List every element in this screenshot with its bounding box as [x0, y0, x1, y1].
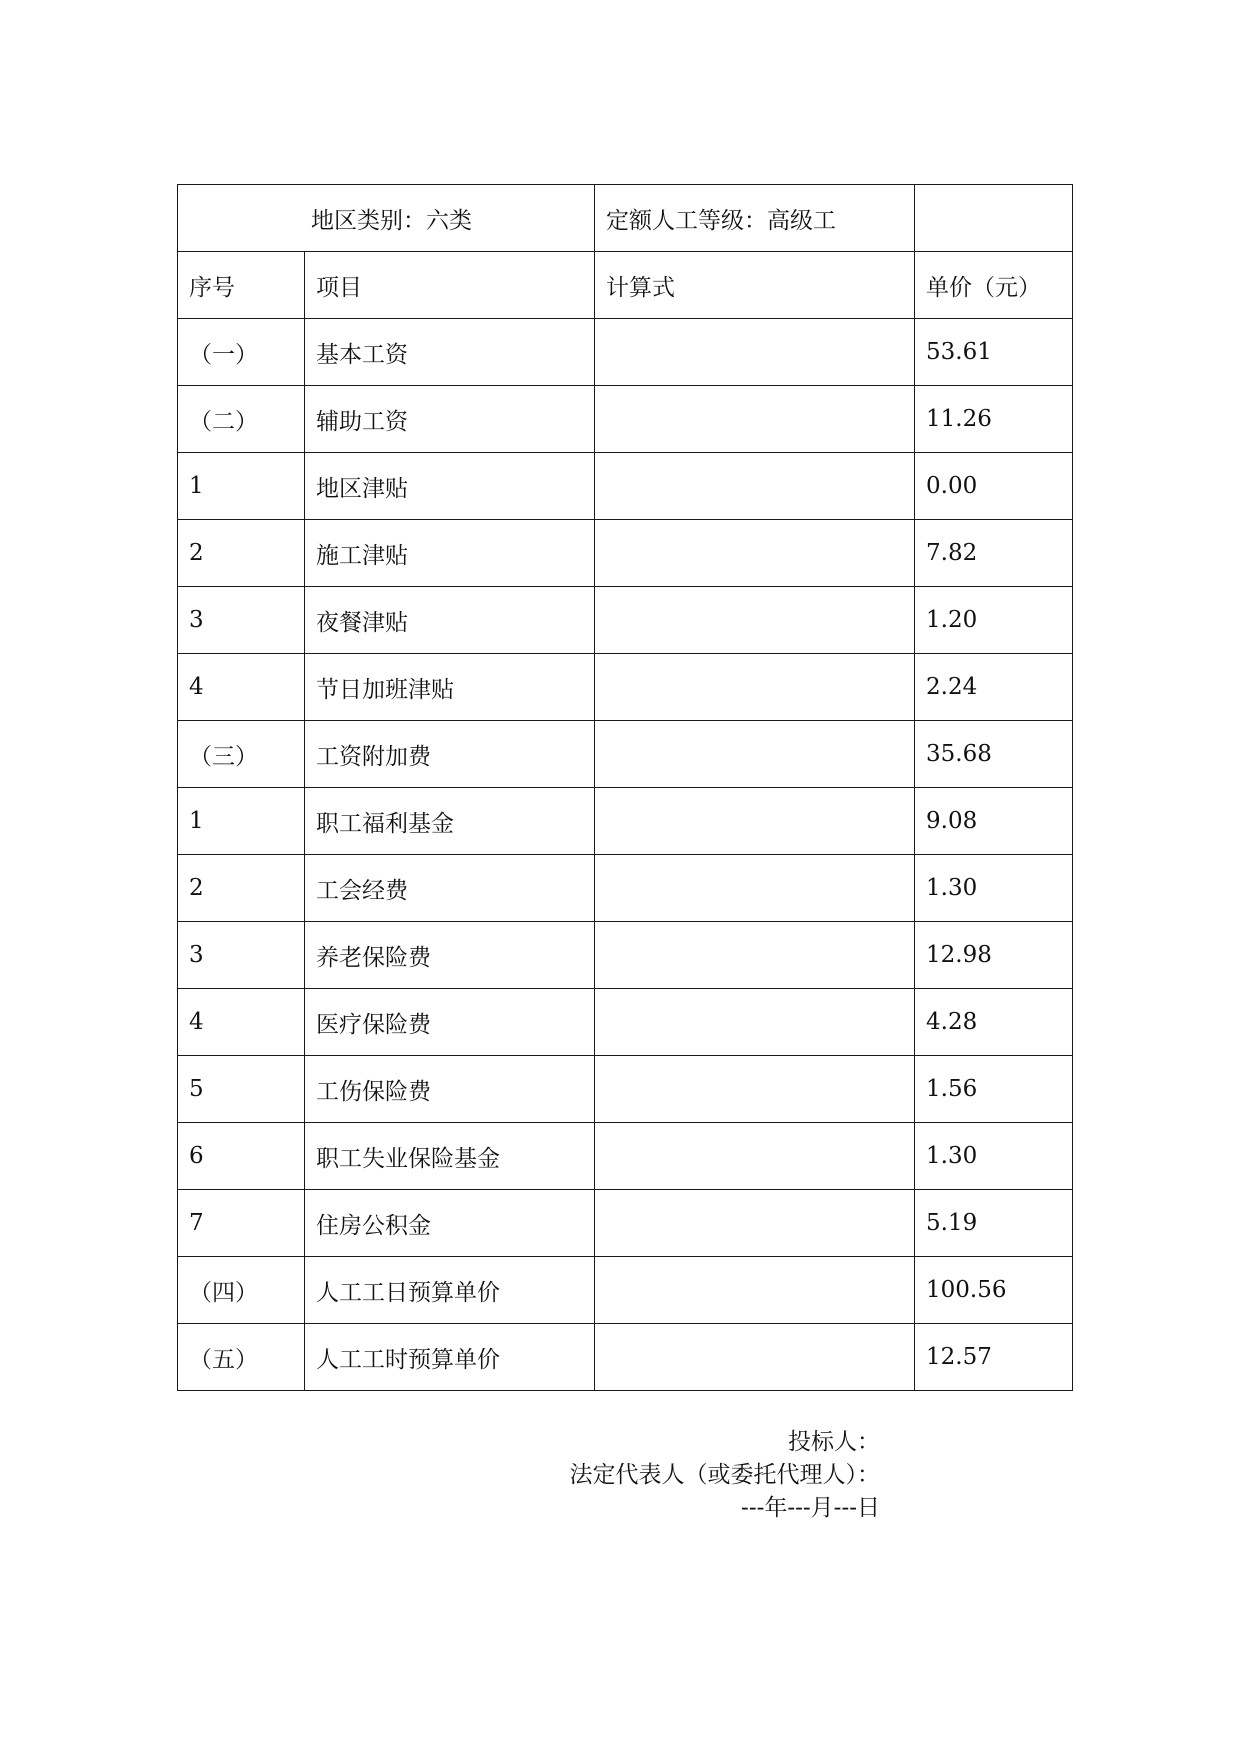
row-number: （一）: [178, 319, 305, 386]
row-price: 0.00: [915, 453, 1073, 520]
row-item: 辅助工资: [305, 386, 595, 453]
row-price: 1.30: [915, 855, 1073, 922]
row-formula: [595, 587, 915, 654]
row-price: 1.56: [915, 1056, 1073, 1123]
row-formula: [595, 654, 915, 721]
row-price: 12.98: [915, 922, 1073, 989]
labor-unit-price-table: [177, 184, 1073, 1391]
row-number: 1: [178, 453, 305, 520]
row-formula: [595, 319, 915, 386]
row-price: 12.57: [915, 1324, 1073, 1391]
row-formula: [595, 1324, 915, 1391]
table-row: [178, 520, 1073, 587]
column-header-price: 单价（元）: [915, 252, 1073, 319]
row-item: 职工失业保险基金: [305, 1123, 595, 1190]
row-price: 35.68: [915, 721, 1073, 788]
row-item: 工会经费: [305, 855, 595, 922]
row-price: 1.20: [915, 587, 1073, 654]
row-formula: [595, 1123, 915, 1190]
row-item: 地区津贴: [305, 453, 595, 520]
row-price: 100.56: [915, 1257, 1073, 1324]
row-item: 医疗保险费: [305, 989, 595, 1056]
row-price: 7.82: [915, 520, 1073, 587]
row-formula: [595, 386, 915, 453]
row-item: 夜餐津贴: [305, 587, 595, 654]
row-formula: [595, 520, 915, 587]
table-row: [178, 989, 1073, 1056]
table-row: [178, 1324, 1073, 1391]
row-item: 人工工时预算单价: [305, 1324, 595, 1391]
table-row: [178, 1123, 1073, 1190]
table-header-row: [178, 185, 1073, 252]
row-number: 4: [178, 654, 305, 721]
row-formula: [595, 1257, 915, 1324]
row-number: 3: [178, 922, 305, 989]
representative-label: 法定代表人（或委托代理人）：: [569, 1462, 880, 1488]
row-formula: [595, 453, 915, 520]
row-item: 基本工资: [305, 319, 595, 386]
row-item: 工资附加费: [305, 721, 595, 788]
table-row: [178, 788, 1073, 855]
bidder-label: 投标人：: [788, 1429, 880, 1455]
row-item: 施工津贴: [305, 520, 595, 587]
row-number: （四）: [178, 1257, 305, 1324]
row-formula: [595, 922, 915, 989]
row-number: 1: [178, 788, 305, 855]
row-item: 职工福利基金: [305, 788, 595, 855]
row-price: 4.28: [915, 989, 1073, 1056]
row-number: 3: [178, 587, 305, 654]
column-header-formula: 计算式: [595, 252, 915, 319]
row-number: 7: [178, 1190, 305, 1257]
row-formula: [595, 855, 915, 922]
column-header-row: [178, 252, 1073, 319]
row-number: （二）: [178, 386, 305, 453]
row-number: 4: [178, 989, 305, 1056]
table-row: [178, 721, 1073, 788]
row-number: 5: [178, 1056, 305, 1123]
table-row: [178, 587, 1073, 654]
row-price: 2.24: [915, 654, 1073, 721]
region-category: 地区类别：六类: [178, 185, 595, 252]
row-item: 工伤保险费: [305, 1056, 595, 1123]
table-row: [178, 386, 1073, 453]
column-header-item: 项目: [305, 252, 595, 319]
table-row: [178, 319, 1073, 386]
row-number: 2: [178, 520, 305, 587]
row-item: 住房公积金: [305, 1190, 595, 1257]
row-item: 养老保险费: [305, 922, 595, 989]
row-formula: [595, 721, 915, 788]
row-price: 5.19: [915, 1190, 1073, 1257]
table-row: [178, 855, 1073, 922]
row-number: （五）: [178, 1324, 305, 1391]
row-formula: [595, 788, 915, 855]
row-formula: [595, 989, 915, 1056]
table-row: [178, 654, 1073, 721]
row-price: 11.26: [915, 386, 1073, 453]
table-row: [178, 453, 1073, 520]
table-row: [178, 1190, 1073, 1257]
row-number: 2: [178, 855, 305, 922]
row-item: 节日加班津贴: [305, 654, 595, 721]
row-formula: [595, 1056, 915, 1123]
column-header-no: 序号: [178, 252, 305, 319]
table-row: [178, 1056, 1073, 1123]
row-number: （三）: [178, 721, 305, 788]
row-price: 1.30: [915, 1123, 1073, 1190]
labor-grade: 定额人工等级：高级工: [595, 185, 915, 252]
row-formula: [595, 1190, 915, 1257]
header-blank-cell: [915, 185, 1073, 252]
table-row: [178, 922, 1073, 989]
row-item: 人工工日预算单价: [305, 1257, 595, 1324]
date-label: ---年---月---日: [741, 1495, 880, 1521]
row-number: 6: [178, 1123, 305, 1190]
signature-block: [570, 1426, 881, 1525]
table-row: [178, 1257, 1073, 1324]
row-price: 9.08: [915, 788, 1073, 855]
row-price: 53.61: [915, 319, 1073, 386]
